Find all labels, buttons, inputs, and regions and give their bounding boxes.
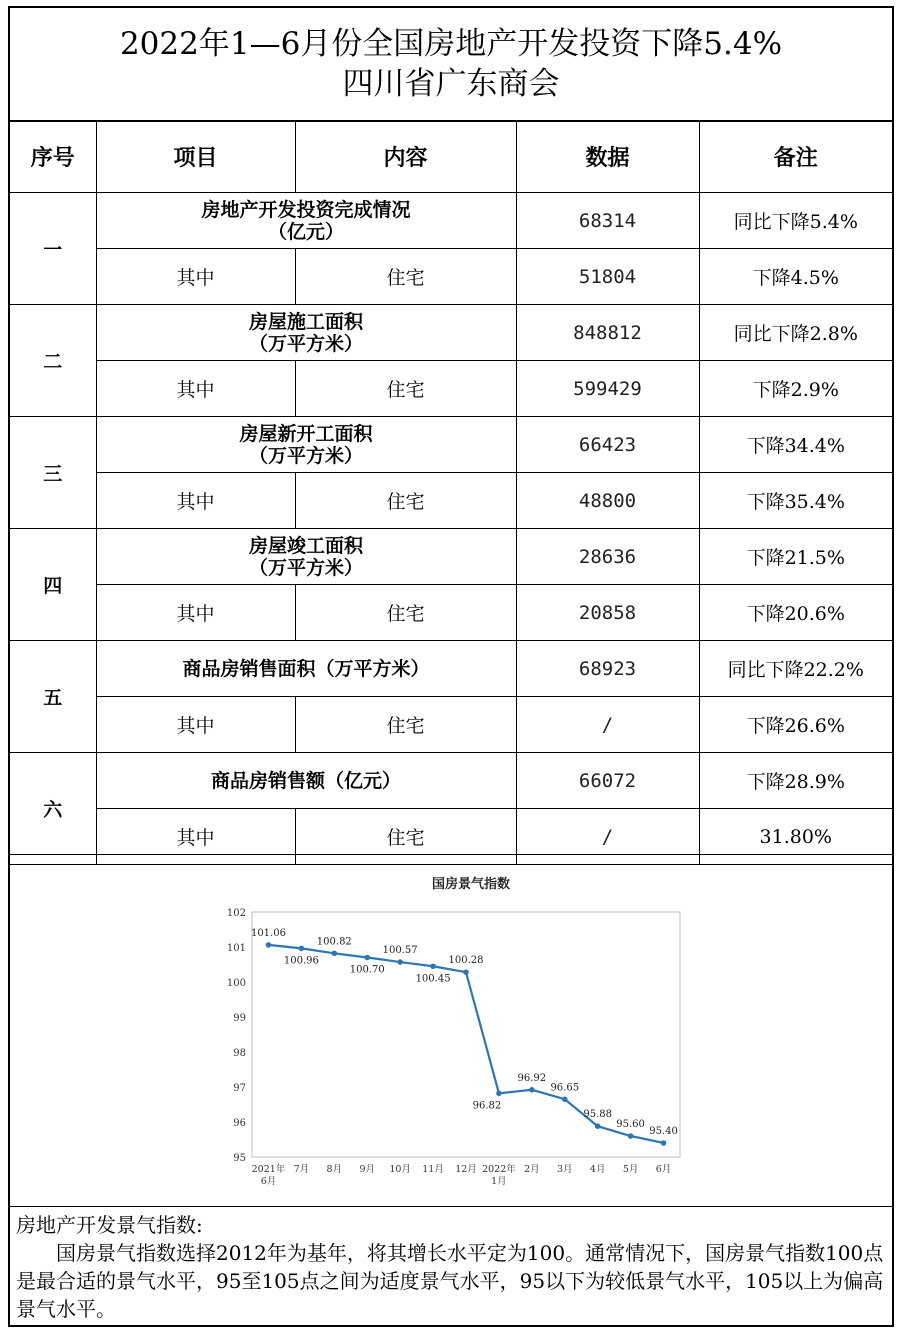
- subrow-note: 下降20.6%: [699, 585, 892, 641]
- x-tick-label: 10月: [389, 1164, 411, 1175]
- subrow-value: /: [516, 697, 699, 753]
- row-seq: 五: [10, 641, 96, 753]
- chart-panel: [10, 854, 892, 1207]
- data-label: 95.60: [616, 1119, 645, 1130]
- item-unit: （万平方米）: [248, 444, 363, 467]
- y-tick-label: 100: [226, 978, 246, 989]
- subrow-label: 其中: [96, 361, 295, 417]
- header-note: 备注: [699, 121, 892, 193]
- header-content: 内容: [295, 121, 516, 193]
- data-point: [397, 959, 403, 965]
- x-tick-label: 6月: [260, 1176, 277, 1187]
- data-label: 95.40: [649, 1126, 678, 1137]
- subrow-content: 住宅: [295, 249, 516, 305]
- subrow-label: 其中: [96, 809, 295, 865]
- row-note: 下降34.4%: [699, 417, 892, 473]
- data-point: [266, 942, 272, 948]
- subrow-label: 其中: [96, 697, 295, 753]
- row-value: 66423: [516, 417, 699, 473]
- statistics-table: [10, 120, 892, 865]
- subrow-label: 其中: [96, 249, 295, 305]
- subrow-value: /: [516, 809, 699, 865]
- data-point: [496, 1091, 502, 1097]
- data-label: 100.82: [316, 936, 352, 948]
- table-subrow: [10, 473, 892, 529]
- item-title: 房地产开发投资完成情况: [201, 198, 411, 221]
- x-tick-label: 9月: [359, 1164, 376, 1175]
- subrow-content: 住宅: [295, 473, 516, 529]
- row-value: 848812: [516, 305, 699, 361]
- footer-paragraph: 国房景气指数选择2012年为基年，将其增长水平定为100。通常情况下，国房景气指数100点是最合适的景气水平，95至105点之间为适度景气水平，95以下为较低景气水平，105以上为偏高景气水平。: [16, 1241, 884, 1321]
- row-note: 同比下降2.8%: [699, 305, 892, 361]
- x-tick-label: 12月: [455, 1164, 477, 1175]
- table-header-row: [10, 121, 892, 193]
- table-row: [10, 417, 892, 473]
- subrow-note: 下降26.6%: [699, 697, 892, 753]
- table-row: [10, 193, 892, 249]
- x-tick-label: 3月: [556, 1164, 573, 1175]
- x-tick-label: 5月: [622, 1164, 639, 1175]
- x-tick-label: 2022年: [482, 1164, 516, 1175]
- data-label: 95.88: [583, 1109, 613, 1121]
- data-point: [595, 1123, 601, 1129]
- footer-notes: [10, 1207, 892, 1327]
- row-seq: 二: [10, 305, 96, 417]
- report-sheet: [8, 6, 894, 1327]
- x-tick-label: 11月: [422, 1164, 444, 1175]
- y-tick-label: 101: [226, 943, 246, 954]
- table-row: [10, 753, 892, 809]
- x-tick-label: 2月: [524, 1164, 540, 1175]
- x-tick-label: 8月: [326, 1164, 343, 1175]
- item-title: 房屋施工面积: [248, 310, 363, 333]
- subrow-value: 20858: [516, 585, 699, 641]
- header-item: 项目: [96, 121, 295, 193]
- data-point: [628, 1133, 634, 1139]
- data-point: [430, 963, 436, 969]
- data-label: 100.96: [283, 955, 319, 967]
- item-unit: （万平方米）: [248, 332, 363, 355]
- x-tick-label: 1月: [491, 1176, 507, 1187]
- x-tick-label: 6月: [655, 1164, 672, 1175]
- row-value: 68314: [516, 193, 699, 249]
- row-seq: 三: [10, 417, 96, 529]
- chart-title: 国房景气指数: [431, 877, 511, 892]
- table-body: [10, 193, 892, 865]
- row-seq: 一: [10, 193, 96, 305]
- subrow-note: 31.80%: [699, 809, 892, 865]
- y-tick-label: 102: [226, 908, 246, 919]
- row-value: 28636: [516, 529, 699, 585]
- table-row: [10, 305, 892, 361]
- row-item: [96, 417, 516, 473]
- row-seq: 六: [10, 753, 96, 865]
- row-value: 66072: [516, 753, 699, 809]
- data-point: [463, 969, 469, 975]
- row-seq: 四: [10, 529, 96, 641]
- data-point: [562, 1096, 568, 1102]
- table-subrow: [10, 361, 892, 417]
- subrow-value: 599429: [516, 361, 699, 417]
- data-label: 96.82: [472, 1100, 502, 1112]
- row-value: 68923: [516, 641, 699, 697]
- subrow-value: 51804: [516, 249, 699, 305]
- item-title: 商品房销售额（亿元）: [210, 769, 401, 792]
- table-subrow: [10, 697, 892, 753]
- data-label: 100.70: [349, 964, 385, 976]
- row-note: 同比下降22.2%: [699, 641, 892, 697]
- table-subrow: [10, 585, 892, 641]
- subrow-content: 住宅: [295, 361, 516, 417]
- data-label: 101.06: [250, 927, 286, 939]
- y-tick-label: 98: [233, 1048, 246, 1059]
- data-point: [364, 955, 370, 961]
- row-note: 同比下降5.4%: [699, 193, 892, 249]
- title-line-1: 2022年1—6月份全国房地产开发投资下降5.4%: [119, 26, 783, 62]
- footer-heading: 房地产开发景气指数:: [16, 1213, 203, 1237]
- data-label: 100.28: [448, 955, 484, 967]
- subrow-content: 住宅: [295, 697, 516, 753]
- data-label: 96.92: [517, 1072, 547, 1084]
- header-value: 数据: [516, 121, 699, 193]
- subrow-label: 其中: [96, 585, 295, 641]
- table-subrow: [10, 249, 892, 305]
- x-tick-label: 4月: [589, 1164, 606, 1175]
- item-unit: （亿元）: [267, 220, 344, 243]
- row-note: 下降21.5%: [699, 529, 892, 585]
- row-item: [96, 641, 516, 697]
- item-title: 房屋竣工面积: [248, 534, 363, 557]
- subrow-note: 下降2.9%: [699, 361, 892, 417]
- x-tick-label: 7月: [293, 1164, 310, 1175]
- item-unit: （万平方米）: [248, 556, 363, 579]
- data-point: [299, 946, 305, 952]
- y-tick-label: 95: [233, 1153, 246, 1164]
- subrow-content: 住宅: [295, 585, 516, 641]
- data-label: 96.65: [550, 1082, 580, 1094]
- table-row: [10, 529, 892, 585]
- row-item: [96, 305, 516, 361]
- subrow-content: 住宅: [295, 809, 516, 865]
- table-row: [10, 641, 892, 697]
- row-item: [96, 193, 516, 249]
- item-title: 房屋新开工面积: [239, 422, 373, 445]
- y-tick-label: 99: [233, 1013, 246, 1024]
- subrow-note: 下降35.4%: [699, 473, 892, 529]
- y-tick-label: 97: [233, 1083, 246, 1094]
- title-line-2: 四川省广东商会: [342, 66, 560, 102]
- row-note: 下降28.9%: [699, 753, 892, 809]
- item-title: 商品房销售面积（万平方米）: [182, 657, 430, 680]
- data-point: [332, 951, 338, 957]
- row-item: [96, 753, 516, 809]
- x-tick-label: 2021年: [251, 1164, 286, 1175]
- subrow-note: 下降4.5%: [699, 249, 892, 305]
- header-seq: 序号: [10, 121, 96, 193]
- data-label: 100.57: [382, 945, 418, 957]
- report-title: [10, 8, 892, 122]
- data-point: [529, 1087, 535, 1093]
- data-label: 100.45: [415, 973, 451, 985]
- subrow-label: 其中: [96, 473, 295, 529]
- subrow-value: 48800: [516, 473, 699, 529]
- row-item: [96, 529, 516, 585]
- index-line-chart: [10, 855, 892, 1206]
- data-point: [661, 1140, 667, 1146]
- y-tick-label: 96: [233, 1118, 246, 1129]
